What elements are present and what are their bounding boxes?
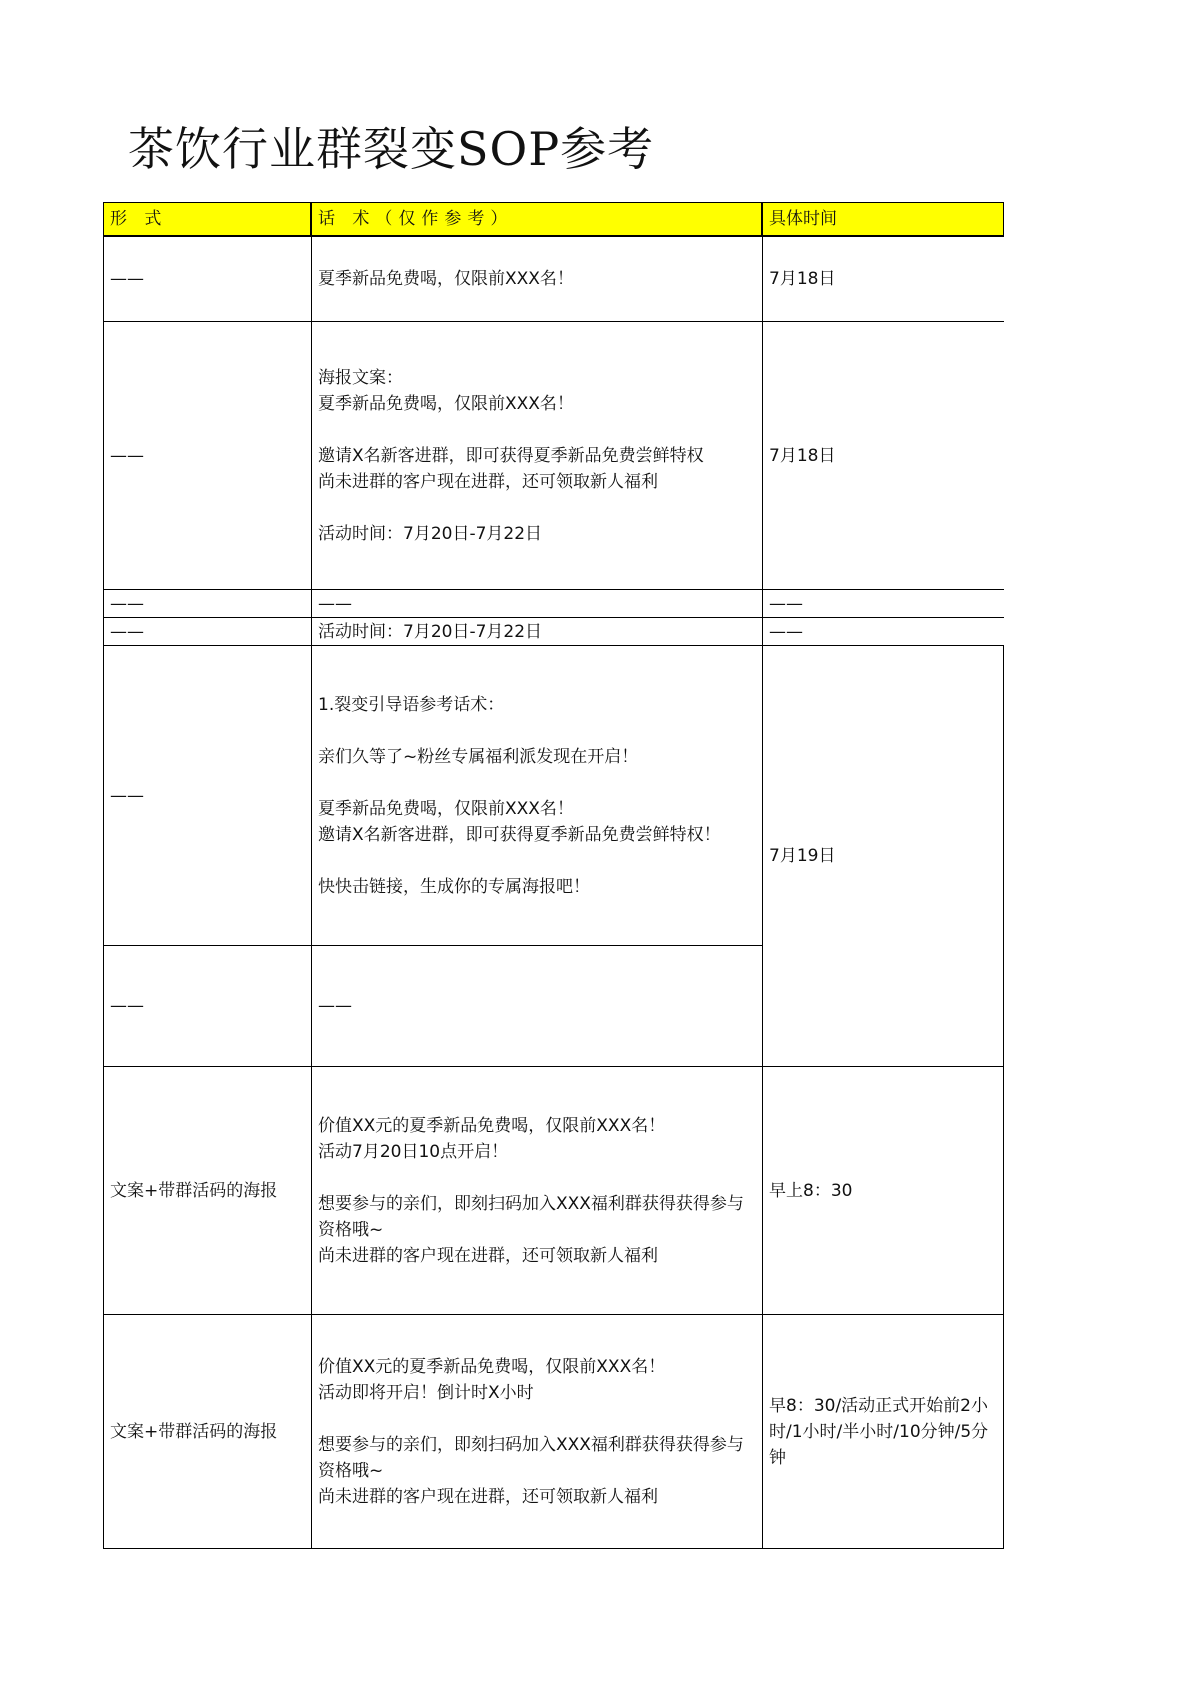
row-7-form: 文案+带群活码的海报 xyxy=(103,1066,311,1314)
row-8-form: 文案+带群活码的海报 xyxy=(103,1314,311,1549)
row-4-form: —— xyxy=(103,617,311,645)
row-4-time: —— xyxy=(762,617,1004,645)
row-7-script: 价值XX元的夏季新品免费喝，仅限前XXX名！ 活动7月20日10点开启！ 想要参与的亲们，即刻扫码加入XXX福利群获得获得参与资格哦~ 尚未进群的客户现在进群，还可领取新人福利 xyxy=(311,1066,762,1314)
row-5-6-time: 7月19日 xyxy=(762,645,1004,1066)
header-form: 形 式 xyxy=(103,202,311,236)
page-title: 茶饮行业群裂变SOP参考 xyxy=(128,122,655,176)
row-3-form: —— xyxy=(103,589,311,617)
row-2-form: —— xyxy=(103,321,311,589)
row-2-script: 海报文案： 夏季新品免费喝，仅限前XXX名！ 邀请X名新客进群，即可获得夏季新品免费尝鲜特权 尚未进群的客户现在进群，还可领取新人福利 活动时间：7月20日-7月22日 xyxy=(311,321,762,589)
row-3-script: —— xyxy=(311,589,762,617)
row-2-time: 7月18日 xyxy=(762,321,1004,589)
row-1-form: —— xyxy=(103,236,311,321)
header-time: 具体时间 xyxy=(762,202,1004,236)
sop-table xyxy=(103,202,1004,1549)
row-3-time: —— xyxy=(762,589,1004,617)
row-1-time: 7月18日 xyxy=(762,236,1004,321)
row-5-form: —— xyxy=(103,645,311,945)
row-8-script: 价值XX元的夏季新品免费喝，仅限前XXX名！ 活动即将开启！倒计时X小时 想要参与的亲们，即刻扫码加入XXX福利群获得获得参与资格哦~ 尚未进群的客户现在进群，还可领取新人福利 xyxy=(311,1314,762,1549)
row-divider xyxy=(762,645,1004,646)
row-6-form: —— xyxy=(103,945,311,1066)
row-1-script: 夏季新品免费喝，仅限前XXX名！ xyxy=(311,236,762,321)
row-8-time: 早8：30/活动正式开始前2小时/1小时/半小时/10分钟/5分钟 xyxy=(762,1314,1004,1549)
row-6-script: —— xyxy=(311,945,762,1066)
row-4-script: 活动时间：7月20日-7月22日 xyxy=(311,617,762,645)
row-7-time: 早上8：30 xyxy=(762,1066,1004,1314)
row-5-script: 1.裂变引导语参考话术： 亲们久等了~粉丝专属福利派发现在开启！ 夏季新品免费喝，仅限前XXX名！ 邀请X名新客进群，即可获得夏季新品免费尝鲜特权！ 快快击链接，生成你的专属海报吧！ xyxy=(311,645,762,945)
header-script: 话 术（仅作参考） xyxy=(311,202,762,236)
